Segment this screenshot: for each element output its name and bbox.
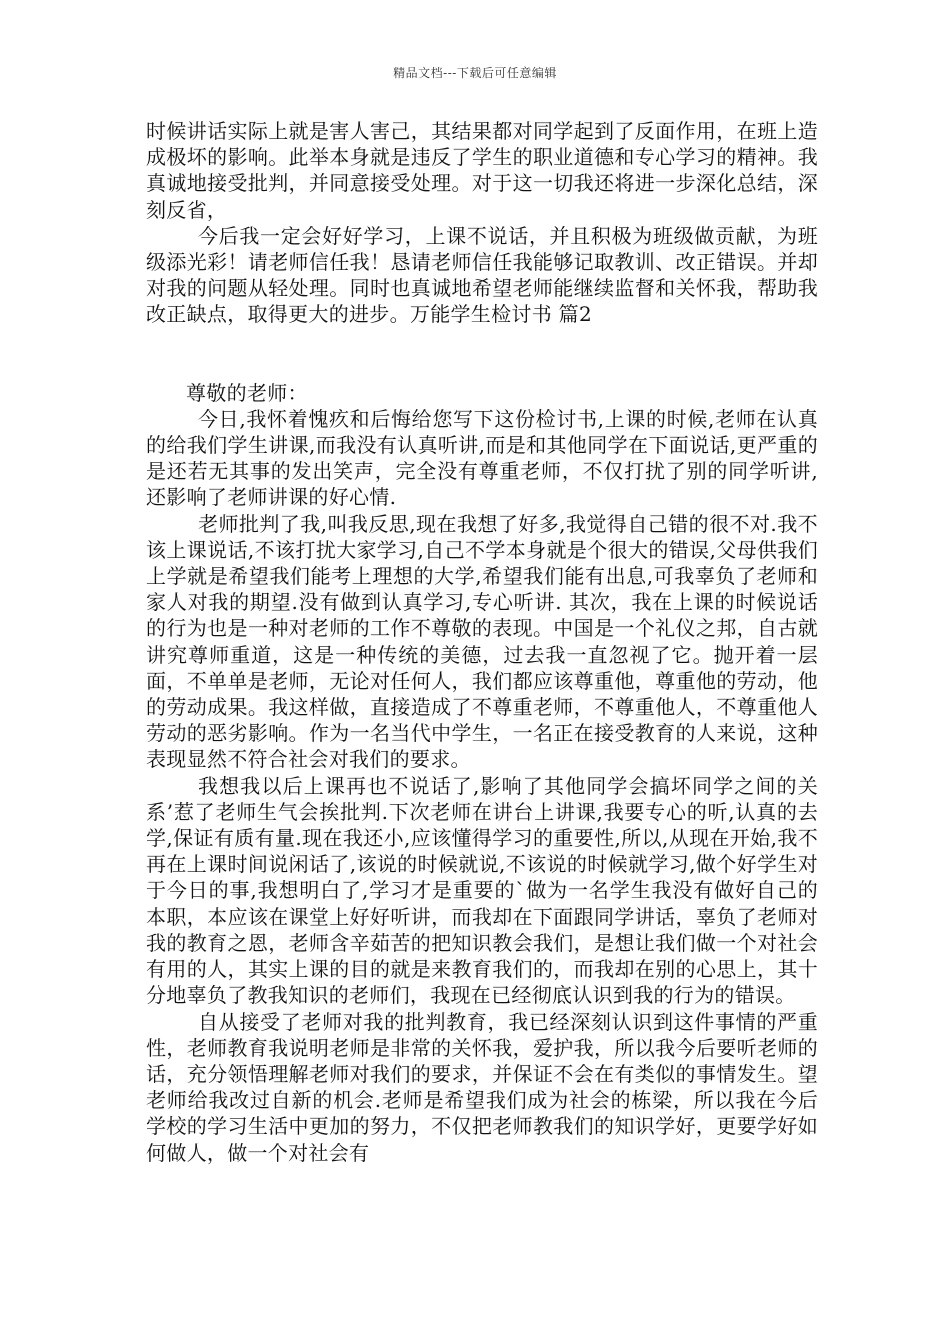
paragraph-2: 今后我一定会好好学习，上课不说话，并且积极为班级做贡献，为班级添光彩！请老师信任我！恳请老师信任我能够记取教训、改正错误。并却对我的问题从轻处理。同时也真诚地希望老师能继续监督和关怀我，帮助我改正缺点，取得更大的进步。万能学生检讨书 篇2 xyxy=(146,223,818,327)
paragraph-1: 时候讲话实际上就是害人害己，其结果都对同学起到了反面作用，在班上造成极坏的影响。此举本身就是违反了学生的职业道德和专心学习的精神。我真诚地接受批判，并同意接受处理。对于这一切我还将进一步深化总结，深刻反省， xyxy=(146,119,818,222)
paragraph-5: 我想我以后上课再也不说话了,影响了其他同学会搞坏同学之间的关系’惹了老师生气会挨批判.下次老师在讲台上讲课,我要专心的听,认真的去学,保证有质有量.现在我还小,应该懂得学习的重要性,所以,从现在开始,我不再在上课时间说闲话了,该说的时候就说,不该说的时候就学习,做个好学生对于今日的事,我想明白了,学习才是重要的`做为一名学生我没有做好自己的本职，本应该在课堂上好好听讲，而我却在下面跟同学讲话，辜负了老师对我的教育之恩，老师含辛茹苦的把知识教会我们，是想让我们做一个对社会有用的人，其实上课的目的就是来教育我们的，而我却在别的心思上，其十分地辜负了教我知识的老师们，我现在已经彻底认识到我的行为的错误。 xyxy=(146,773,818,1008)
paragraph-6: 自从接受了老师对我的批判教育，我已经深刻认识到这件事情的严重性，老师教育我说明老师是非常的关怀我，爱护我，所以我今后要听老师的话，充分领悟理解老师对我们的要求，并保证不会在有类似的事情发生。望老师给我改过自新的机会.老师是希望我们成为社会的栋梁，所以我在今后学校的学习生活中更加的努力，不仅把老师教我们的知识学好，更要学好如何做人，做一个对社会有 xyxy=(146,1009,818,1165)
salutation: 尊敬的老师： xyxy=(186,380,308,405)
paragraph-4: 老师批判了我,叫我反思,现在我想了好多,我觉得自己错的很不对.我不该上课说话,不该打扰大家学习,自己不学本身就是个很大的错误,父母供我们上学就是希望我们能考上理想的大学,希望我们能有出息,可我辜负了老师和家人对我的期望.没有做到认真学习,专心听讲. 其次，我在上课的时候说话的行为也是一种对老师的工作不尊敬的表现。中国是一个礼仪之邦，自古就讲究尊师重道，这是一种传统的美德，过去我一直忽视了它。抛开着一层面，不单单是老师，无论对任何人，我们都应该尊重他，尊重他的劳动，他的劳动成果。我这样做，直接造成了不尊重老师，不尊重他人，不尊重他人劳动的恶劣影响。作为一名当代中学生，一名正在接受教育的人来说，这种表现显然不符合社会对我们的要求。 xyxy=(146,511,818,772)
document-body xyxy=(146,118,818,1166)
paragraph-3: 今日,我怀着愧疚和后悔给您写下这份检讨书,上课的时候,老师在认真的给我们学生讲课,而我没有认真听讲,而是和其他同学在下面说话,更严重的是还若无其事的发出笑声，完全没有尊重老师，不仅打扰了别的同学听讲,还影响了老师讲课的好心情. xyxy=(146,406,818,510)
page-header: 精品文档---下载后可任意编辑 xyxy=(393,66,557,80)
